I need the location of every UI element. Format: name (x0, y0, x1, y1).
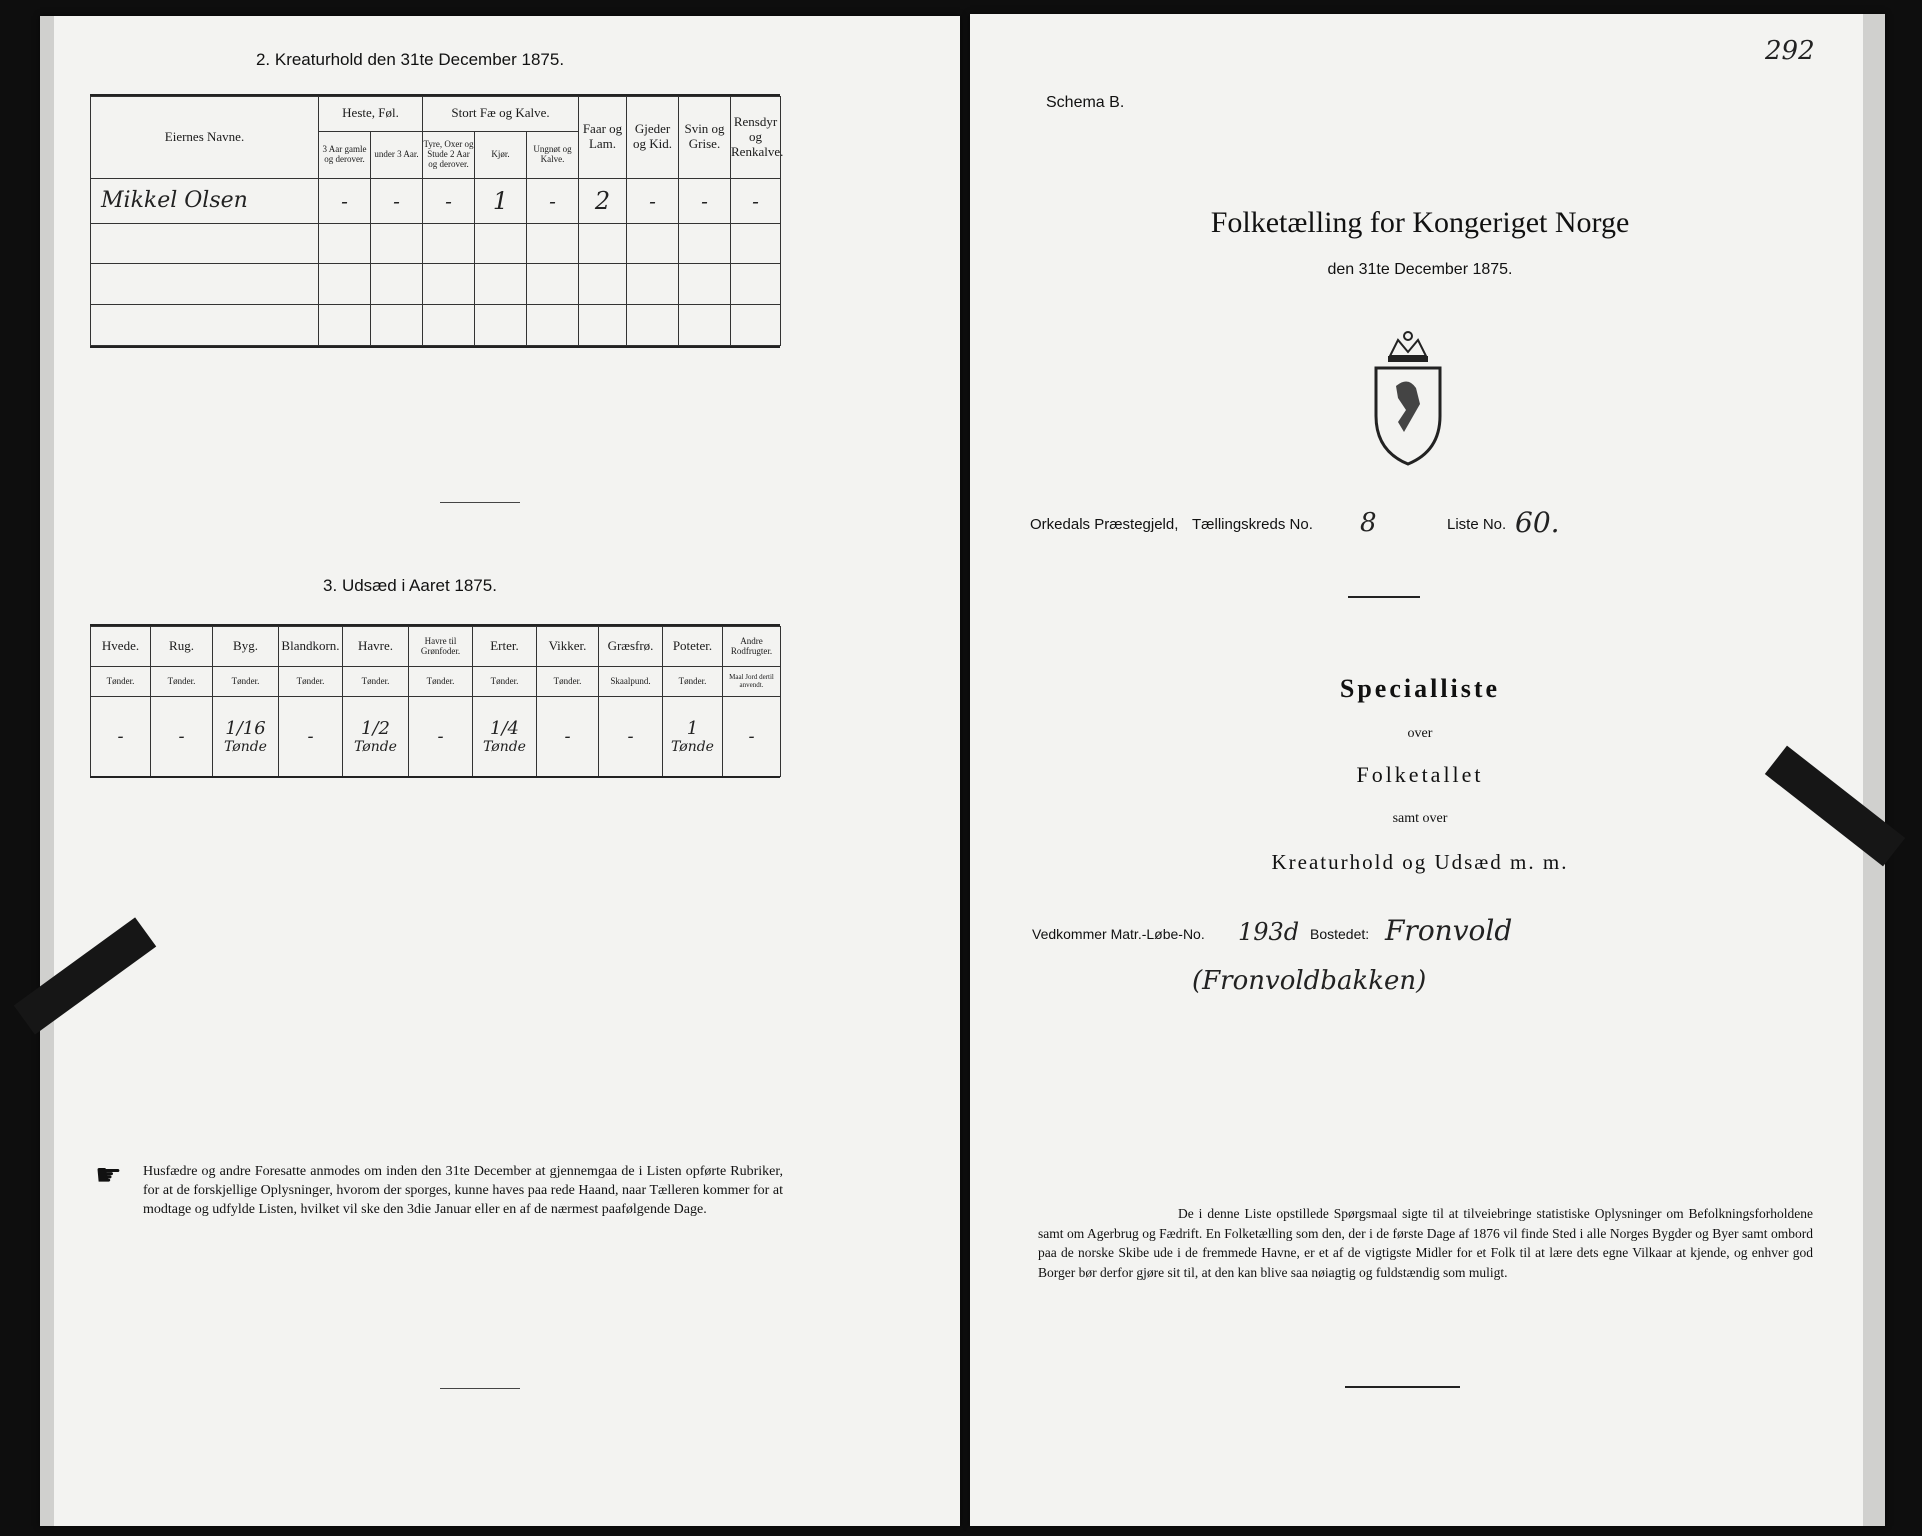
divider (440, 502, 520, 503)
cell: - (627, 178, 679, 223)
col-poteter: Poteter. (663, 627, 723, 667)
folketallet-text: Folketallet (1356, 762, 1484, 787)
district-label: Tællingskreds No. (1192, 516, 1313, 533)
matr-number: 193d (1238, 918, 1300, 946)
horses-group-header: Heste, Føl. (319, 97, 423, 132)
seed-table (90, 626, 781, 777)
coat-of-arms-icon (1368, 326, 1448, 466)
cell: - (731, 178, 781, 223)
folio-number: 292 (1765, 36, 1815, 66)
date: den 31te December 1875. (1327, 261, 1513, 278)
samt-over-text: samt over (1392, 811, 1448, 826)
list-label: Liste No. (1447, 516, 1507, 533)
horses-3y-header: 3 Aar gamle og derover. (319, 131, 371, 178)
col-graesfro: Græsfrø. (599, 627, 663, 667)
unit: Tønder. (213, 667, 279, 697)
table-row (91, 264, 781, 305)
col-hvede: Hvede. (91, 627, 151, 667)
pigs-header: Svin og Grise. (679, 97, 731, 179)
cell: 1/4 Tønde (473, 697, 537, 777)
page-edge (40, 16, 54, 1526)
parish: Orkedals Præstegjeld, (1030, 516, 1179, 533)
unit: Tønder. (91, 667, 151, 697)
unit: Maal Jord dertil anvendt. (723, 667, 781, 697)
unit: Tønder. (663, 667, 723, 697)
table-bottom-rule (90, 346, 780, 348)
over-text: over (1407, 726, 1433, 741)
cell: 1/16 Tønde (213, 697, 279, 777)
unit: Tønder. (409, 667, 473, 697)
cell: 1/2 Tønde (343, 697, 409, 777)
divider (440, 1388, 520, 1389)
col-erter: Erter. (473, 627, 537, 667)
page-title: Folketælling for Kongeriget Norge (1210, 206, 1630, 239)
bosted-value-2: (Fronvoldbakken) (1192, 966, 1427, 996)
col-byg: Byg. (213, 627, 279, 667)
unit: Tønder. (343, 667, 409, 697)
cell: 1 Tønde (663, 697, 723, 777)
section2-title: 2. Kreaturhold den 31te December 1875. (255, 50, 565, 69)
table-row (91, 223, 781, 264)
unit: Tønder. (279, 667, 343, 697)
unit: Tønder. (151, 667, 213, 697)
bulls-header: Tyre, Oxer og Stude 2 Aar og derover. (423, 131, 475, 178)
kreaturhold-text: Kreaturhold og Udsæd m. m. (1271, 850, 1569, 874)
cell: - (423, 178, 475, 223)
goats-header: Gjeder og Kid. (627, 97, 679, 179)
col-blandkorn: Blandkorn. (279, 627, 343, 667)
reindeer-header: Rensdyr og Renkalve. (731, 97, 781, 179)
cell: 2 (579, 178, 627, 223)
col-vikker: Vikker. (537, 627, 599, 667)
divider (1348, 596, 1420, 598)
horses-under3-header: under 3 Aar. (371, 131, 423, 178)
cows-header: Kjør. (475, 131, 527, 178)
unit: Tønder. (537, 667, 599, 697)
cell: - (371, 178, 423, 223)
col-rug: Rug. (151, 627, 213, 667)
cell: 1 (475, 178, 527, 223)
section3-title: 3. Udsæd i Aaret 1875. (323, 576, 497, 595)
list-number: 60. (1515, 506, 1560, 539)
schema-label: Schema B. (1046, 94, 1125, 111)
calves-header: Ungnøt og Kalve. (527, 131, 579, 178)
left-page (40, 16, 960, 1526)
cell: - (527, 178, 579, 223)
table-bottom-rule (90, 776, 780, 778)
footnote: Husfædre og andre Foresatte anmodes om inden den 31te December at gjennemgaa de i Listen opførte Rubriker, for at de forskjellige Oplysninger, hvorom der sporges, kunne haves paa rede Haand, naar Tælleren kommer for at modtage og udfylde Listen, hvilket vil ske den 3die Januar eller en af de nærmest paafølgende Dage. (143, 1164, 783, 1217)
cell: - (537, 697, 599, 777)
pointing-hand-icon: ☛ (95, 1159, 122, 1192)
unit: Tønder. (473, 667, 537, 697)
table-row (91, 697, 781, 777)
col-havre: Havre. (343, 627, 409, 667)
sheep-header: Faar og Lam. (579, 97, 627, 179)
info-paragraph: De i denne Liste opstillede Spørgsmaal sigte til at tilveiebringe statistiske Oplysninger om Befolkningsforholdene samt om Agerbrug og Fædrift. En Folketælling som den, der i de første Dage af 1876 vil finde Sted i alle Norges Bygder og Byer samt ombord paa de norske Skibe ude i de fremmede Havne, er et af de vigtigste Midler for et Folk til at lære dets egne Vilkaar at kjende, og enhver god Borger bør derfor gjøre sit til, at den kan blive saa nøiagtig og fuldstændig som muligt. (1038, 1206, 1813, 1280)
cell: - (319, 178, 371, 223)
cattle-group-header: Stort Fæ og Kalve. (423, 97, 579, 132)
bosted-label: Bostedet: (1310, 926, 1370, 942)
owner-header: Eiernes Navne. (91, 97, 319, 179)
divider (1345, 1386, 1460, 1388)
right-page (970, 14, 1885, 1526)
table-row (91, 305, 781, 346)
cell: - (723, 697, 781, 777)
livestock-table (90, 96, 784, 346)
owner-name: Mikkel Olsen (91, 178, 319, 223)
cell: - (279, 697, 343, 777)
col-andre: Andre Rodfrugter. (723, 627, 781, 667)
col-havre-gronfoder: Havre til Grønfoder. (409, 627, 473, 667)
specialliste-heading: Specialliste (1339, 674, 1501, 703)
bosted-value: Fronvold (1385, 914, 1513, 947)
district-number: 8 (1360, 508, 1377, 538)
unit: Skaalpund. (599, 667, 663, 697)
cell: - (409, 697, 473, 777)
cell: - (91, 697, 151, 777)
table-row (91, 178, 781, 223)
cell: - (679, 178, 731, 223)
cell: - (151, 697, 213, 777)
matr-label: Vedkommer Matr.-Løbe-No. (1032, 926, 1205, 942)
cell: - (599, 697, 663, 777)
